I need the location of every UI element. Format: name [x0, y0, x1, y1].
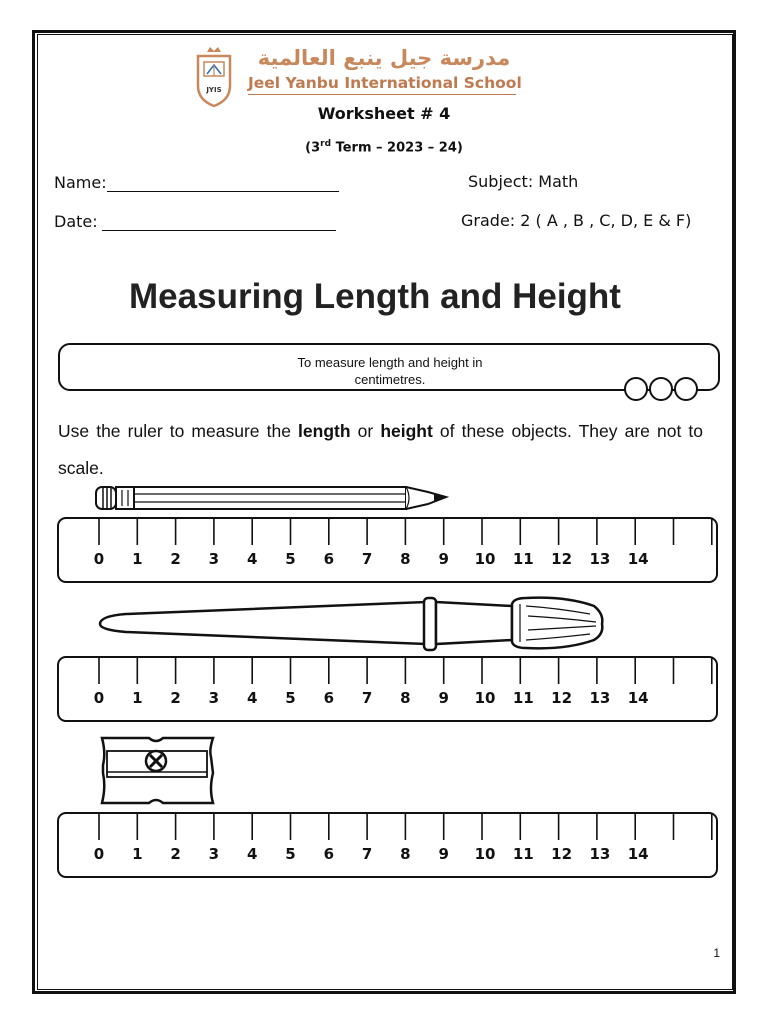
- worksheet-title: Worksheet # 4: [317, 104, 451, 123]
- ruler-label: 0: [93, 689, 105, 707]
- ruler-label: 3: [208, 845, 220, 863]
- ruler-label: 12: [551, 845, 573, 863]
- ruler-label: 13: [589, 689, 611, 707]
- ruler-label: 7: [361, 845, 373, 863]
- ruler-label: 5: [285, 689, 296, 707]
- ruler-label: 7: [361, 550, 373, 568]
- ruler-label: 11: [512, 689, 534, 707]
- ruler-label: 14: [627, 550, 649, 568]
- ruler-label: 8: [400, 689, 411, 707]
- name-field[interactable]: [54, 172, 339, 192]
- grade-label: Grade: 2 ( A , B , C, D, E & F): [461, 211, 692, 230]
- decorative-circles-icon: [621, 375, 701, 405]
- paintbrush-icon: [96, 592, 606, 654]
- ruler-label: 4: [246, 550, 258, 568]
- school-logo: [193, 46, 523, 108]
- school-name-english: Jeel Yanbu International School: [248, 74, 516, 95]
- ruler-label: 11: [512, 845, 534, 863]
- ruler-label: 2: [170, 689, 181, 707]
- ruler-label: 4: [246, 689, 258, 707]
- ruler-label: 10: [474, 689, 496, 707]
- pencil-icon: [94, 484, 450, 514]
- instruction-text: Use the ruler to measure the length or height of these objects. They are not to scale.: [58, 421, 703, 478]
- crest-text: JYIS: [206, 86, 222, 94]
- ruler-label: 5: [285, 845, 296, 863]
- subject-label: Subject: Math: [468, 172, 579, 191]
- page-number: 1: [713, 946, 720, 960]
- school-name-arabic: مدرسة جيل ينبع العالمية: [257, 46, 511, 70]
- ruler-label: 2: [170, 845, 181, 863]
- ruler-label: 13: [589, 550, 611, 568]
- date-field[interactable]: [54, 211, 336, 231]
- ruler-1: [57, 517, 718, 583]
- name-label: Name:: [54, 173, 107, 192]
- ruler-label: 1: [132, 550, 143, 568]
- ruler-label: 12: [551, 550, 573, 568]
- ruler-2: [57, 656, 718, 722]
- date-line[interactable]: [102, 211, 336, 231]
- ruler-label: 11: [512, 550, 534, 568]
- ruler-label: 13: [589, 845, 611, 863]
- ruler-label: 14: [627, 689, 649, 707]
- ruler-label: 5: [285, 550, 296, 568]
- ruler-label: 8: [400, 845, 411, 863]
- ruler-label: 6: [323, 689, 335, 707]
- ruler-label: 10: [474, 550, 496, 568]
- ruler-label: 9: [438, 845, 449, 863]
- ruler-label: 7: [361, 689, 373, 707]
- ruler-label: 14: [627, 845, 649, 863]
- ruler-label: 6: [323, 550, 335, 568]
- ruler-3: [57, 812, 718, 878]
- school-crest-icon: [193, 46, 235, 108]
- ruler-label: 9: [438, 550, 449, 568]
- ruler-label: 1: [132, 845, 143, 863]
- ruler-label: 6: [323, 845, 335, 863]
- objective-text: To measure length and height in centimetres.: [297, 355, 483, 387]
- ruler-label: 9: [438, 689, 449, 707]
- sharpener-icon: [99, 735, 219, 807]
- ruler-label: 10: [474, 845, 496, 863]
- ruler-label: 2: [170, 550, 181, 568]
- name-line[interactable]: [107, 172, 339, 192]
- ruler-label: 12: [551, 689, 573, 707]
- ruler-label: 0: [93, 550, 105, 568]
- ruler-label: 3: [208, 550, 220, 568]
- ruler-label: 0: [93, 845, 105, 863]
- date-label: Date:: [54, 212, 98, 231]
- ruler-label: 3: [208, 689, 220, 707]
- ruler-label: 8: [400, 550, 411, 568]
- ruler-label: 4: [246, 845, 258, 863]
- term-label: (3rd Term – 2023 – 24): [305, 139, 463, 156]
- ruler-label: 1: [132, 689, 143, 707]
- main-title: Measuring Length and Height: [129, 277, 621, 316]
